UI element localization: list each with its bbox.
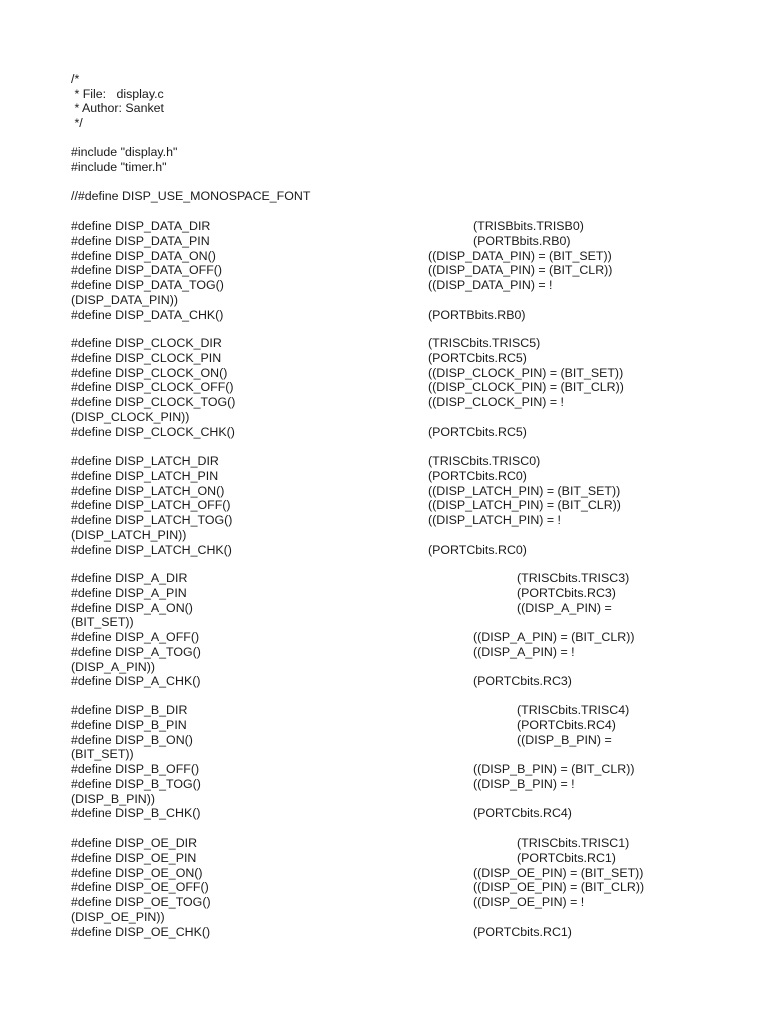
- define-value: ((DISP_OE_PIN) = (BIT_SET)): [473, 865, 644, 880]
- define-value: (PORTCbits.RC1): [473, 924, 572, 939]
- define-name: #define DISP_LATCH_OFF(): [71, 498, 231, 513]
- define-name: #define DISP_DATA_ON(): [71, 248, 216, 263]
- define-value: (PORTCbits.RC5): [428, 424, 527, 439]
- define-name: #define DISP_B_DIR: [71, 703, 188, 717]
- define-name: #define DISP_A_PIN: [71, 585, 187, 600]
- define-name: #define DISP_CLOCK_CHK(): [71, 424, 235, 439]
- define-value: (PORTBbits.RB0): [473, 233, 571, 248]
- define-value-wrap: (DISP_A_PIN)): [71, 659, 155, 674]
- define-value-wrap: (DISP_LATCH_PIN)): [71, 527, 187, 542]
- define-value: ((DISP_DATA_PIN) = (BIT_SET)): [428, 248, 612, 263]
- define-value: (PORTCbits.RC0): [428, 542, 527, 557]
- define-name: #define DISP_CLOCK_OFF(): [71, 380, 234, 395]
- define-value: ((DISP_A_PIN) = (BIT_CLR)): [473, 630, 635, 644]
- define-value: ((DISP_CLOCK_PIN) = (BIT_SET)): [428, 365, 624, 380]
- define-value: ((DISP_B_PIN) =: [517, 732, 612, 747]
- define-value-wrap: (DISP_B_PIN)): [71, 791, 155, 806]
- include-line: #include "display.h": [71, 145, 178, 159]
- define-name: #define DISP_OE_DIR: [71, 836, 198, 850]
- define-value: (PORTCbits.RC5): [428, 350, 527, 365]
- define-name: #define DISP_LATCH_DIR: [71, 454, 219, 468]
- include-line: #include "timer.h": [71, 160, 167, 174]
- define-name: #define DISP_DATA_DIR: [71, 219, 211, 233]
- define-value: ((DISP_OE_PIN) = (BIT_CLR)): [473, 880, 645, 895]
- define-value-wrap: (DISP_OE_PIN)): [71, 909, 165, 924]
- define-value: (PORTCbits.RC4): [517, 717, 616, 732]
- define-value: (TRISBbits.TRISB0): [473, 219, 584, 233]
- define-value: (TRISCbits.TRISC5): [428, 336, 541, 350]
- define-name: #define DISP_B_TOG(): [71, 776, 201, 791]
- define-value-wrap: (DISP_CLOCK_PIN)): [71, 409, 190, 424]
- define-name: #define DISP_CLOCK_PIN: [71, 350, 222, 365]
- define-name: #define DISP_LATCH_ON(): [71, 483, 225, 498]
- define-name: #define DISP_LATCH_PIN: [71, 468, 219, 483]
- define-name: #define DISP_DATA_OFF(): [71, 263, 223, 278]
- define-value: ((DISP_DATA_PIN) = (BIT_CLR)): [428, 263, 613, 278]
- define-value: ((DISP_CLOCK_PIN) = (BIT_CLR)): [428, 380, 624, 395]
- define-name: #define DISP_OE_PIN: [71, 850, 197, 865]
- define-name: #define DISP_A_TOG(): [71, 644, 201, 659]
- define-value: (PORTCbits.RC3): [517, 585, 616, 600]
- define-name: #define DISP_DATA_CHK(): [71, 307, 224, 322]
- define-name: #define DISP_A_OFF(): [71, 630, 200, 644]
- define-value: (TRISCbits.TRISC3): [517, 571, 630, 585]
- define-name: #define DISP_OE_CHK(): [71, 924, 211, 939]
- define-value: ((DISP_B_PIN) = !: [473, 776, 575, 791]
- define-value: ((DISP_A_PIN) =: [517, 600, 612, 615]
- define-value: ((DISP_LATCH_PIN) = (BIT_CLR)): [428, 498, 621, 513]
- define-name: #define DISP_OE_OFF(): [71, 880, 209, 895]
- define-value: ((DISP_B_PIN) = (BIT_CLR)): [473, 762, 635, 776]
- define-value-wrap: (BIT_SET)): [71, 615, 134, 630]
- define-name: #define DISP_LATCH_TOG(): [71, 513, 233, 527]
- define-value: ((DISP_OE_PIN) = !: [473, 895, 585, 909]
- define-value-wrap: (BIT_SET)): [71, 747, 134, 762]
- define-name: #define DISP_B_OFF(): [71, 762, 200, 776]
- define-name: #define DISP_OE_ON(): [71, 865, 203, 880]
- define-value: ((DISP_LATCH_PIN) = (BIT_SET)): [428, 483, 621, 498]
- define-value: (TRISCbits.TRISC0): [428, 454, 541, 468]
- define-value: ((DISP_DATA_PIN) = !: [428, 278, 553, 292]
- define-value: (PORTCbits.RC0): [428, 468, 527, 483]
- define-name: #define DISP_CLOCK_DIR: [71, 336, 222, 350]
- header-comment-line: * File: display.c: [71, 87, 164, 101]
- define-value: ((DISP_LATCH_PIN) = !: [428, 513, 561, 527]
- define-name: #define DISP_CLOCK_ON(): [71, 365, 228, 380]
- define-value: (PORTCbits.RC4): [473, 806, 572, 821]
- define-value: (PORTBbits.RB0): [428, 307, 526, 322]
- define-value: (TRISCbits.TRISC4): [517, 703, 630, 717]
- define-name: #define DISP_DATA_TOG(): [71, 278, 224, 292]
- header-comment-line: */: [71, 116, 83, 130]
- define-name: #define DISP_OE_TOG(): [71, 895, 211, 909]
- define-name: #define DISP_DATA_PIN: [71, 233, 210, 248]
- define-value-wrap: (DISP_DATA_PIN)): [71, 292, 178, 307]
- header-comment-line: * Author: Sanket: [71, 101, 164, 115]
- define-name: #define DISP_B_ON(): [71, 732, 193, 747]
- define-value: (PORTCbits.RC1): [517, 850, 616, 865]
- define-name: #define DISP_CLOCK_TOG(): [71, 395, 236, 409]
- commented-define-line: //#define DISP_USE_MONOSPACE_FONT: [71, 189, 311, 203]
- define-name: #define DISP_B_CHK(): [71, 806, 201, 821]
- define-value: ((DISP_A_PIN) = !: [473, 644, 575, 659]
- define-value: (PORTCbits.RC3): [473, 674, 572, 689]
- define-name: #define DISP_A_DIR: [71, 571, 188, 585]
- define-name: #define DISP_A_CHK(): [71, 674, 201, 689]
- define-value: (TRISCbits.TRISC1): [517, 836, 630, 850]
- define-value: ((DISP_CLOCK_PIN) = !: [428, 395, 564, 409]
- header-comment-line: /*: [71, 72, 80, 86]
- define-name: #define DISP_A_ON(): [71, 600, 193, 615]
- define-name: #define DISP_B_PIN: [71, 717, 187, 732]
- define-name: #define DISP_LATCH_CHK(): [71, 542, 232, 557]
